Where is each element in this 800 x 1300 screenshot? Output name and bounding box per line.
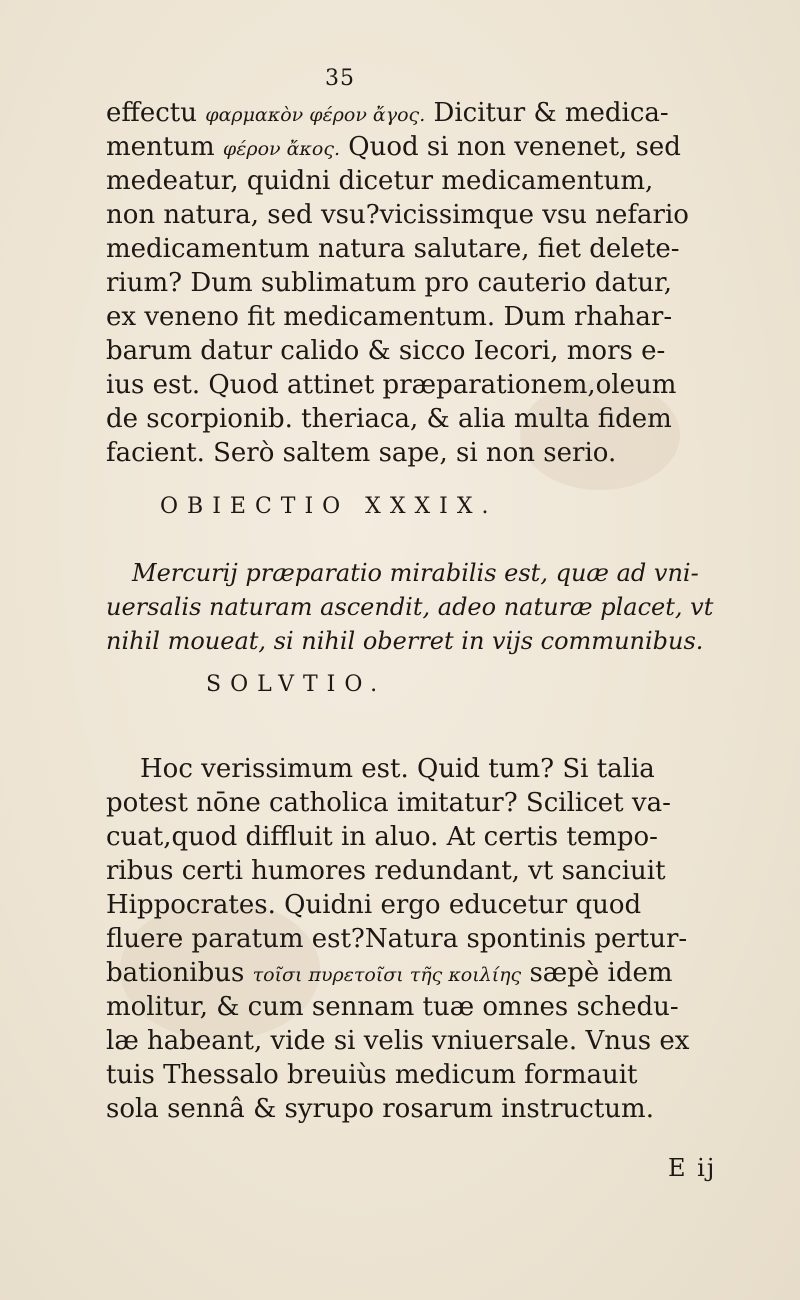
- text-line: barum datur calido & sicco Iecori, mors e-: [106, 336, 666, 366]
- text-line: sola sennâ & syrupo rosarum instructum.: [106, 1094, 654, 1124]
- text-line: nihil moueat, si nihil oberret in vijs communibus.: [106, 627, 704, 655]
- text-line: non natura, sed vsu?vicissimque vsu nefario: [106, 200, 689, 230]
- text-line: tuis Thessalo breuiùs medicum formauit: [106, 1060, 638, 1090]
- solution-heading: SOLVTIO.: [206, 672, 387, 697]
- text-line: Mercurij præparatio mirabilis est, quæ ad vni-: [132, 559, 699, 587]
- text-line: ex veneno fit medicamentum. Dum rhahar-: [106, 302, 673, 332]
- objection-text: [106, 556, 746, 658]
- text-line: medeatur, quidni dicetur medicamentum,: [106, 166, 654, 196]
- paragraph-1: [106, 96, 746, 470]
- text-line: effectu φαρμακὸν φέρον ἄγος. Dicitur & medica-: [106, 98, 669, 128]
- text-line: rium? Dum sublimatum pro cauterio datur,: [106, 268, 672, 298]
- page-number: 35: [325, 66, 355, 91]
- text-line: cuat,quod diffluit in aluo. At certis tempo-: [106, 822, 658, 852]
- signature-mark: E ij: [668, 1154, 717, 1182]
- text-line: Hippocrates. Quidni ergo educetur quod: [106, 890, 642, 920]
- text-line: potest nōne catholica imitatur? Scilicet va-: [106, 788, 671, 818]
- text-line: Hoc verissimum est. Quid tum? Si talia: [140, 754, 655, 784]
- text-line: læ habeant, vide si velis vniuersale. Vnus ex: [106, 1026, 690, 1056]
- text-line: ius est. Quod attinet præparationem,oleum: [106, 370, 677, 400]
- text-line: mentum φέρον ἄκος. Quod si non venenet, sed: [106, 132, 681, 162]
- greek-phrase: τοῖσι πυρετοῖσι τῆς κοιλίης: [252, 964, 522, 986]
- text-line: uersalis naturam ascendit, adeo naturæ placet, vt: [106, 593, 714, 621]
- text-line: bationibus τοῖσι πυρετοῖσι τῆς κοιλίης sæpè idem: [106, 958, 673, 988]
- text-line: de scorpionib. theriaca, & alia multa fidem: [106, 404, 672, 434]
- greek-phrase: φέρον ἄκος.: [222, 138, 341, 160]
- text-line: facient. Serò saltem sape, si non serio.: [106, 438, 617, 468]
- text-line: ribus certi humores redundant, vt sanciuit: [106, 856, 666, 886]
- text-line: fluere paratum est?Natura spontinis pertur-: [106, 924, 688, 954]
- greek-phrase: φαρμακὸν φέρον ἄγος.: [205, 104, 426, 126]
- objection-heading: OBIECTIO XXXIX.: [160, 494, 498, 519]
- solution-text: [106, 752, 746, 1126]
- text-line: molitur, & cum sennam tuæ omnes schedu-: [106, 992, 679, 1022]
- text-line: medicamentum natura salutare, fiet delete-: [106, 234, 680, 264]
